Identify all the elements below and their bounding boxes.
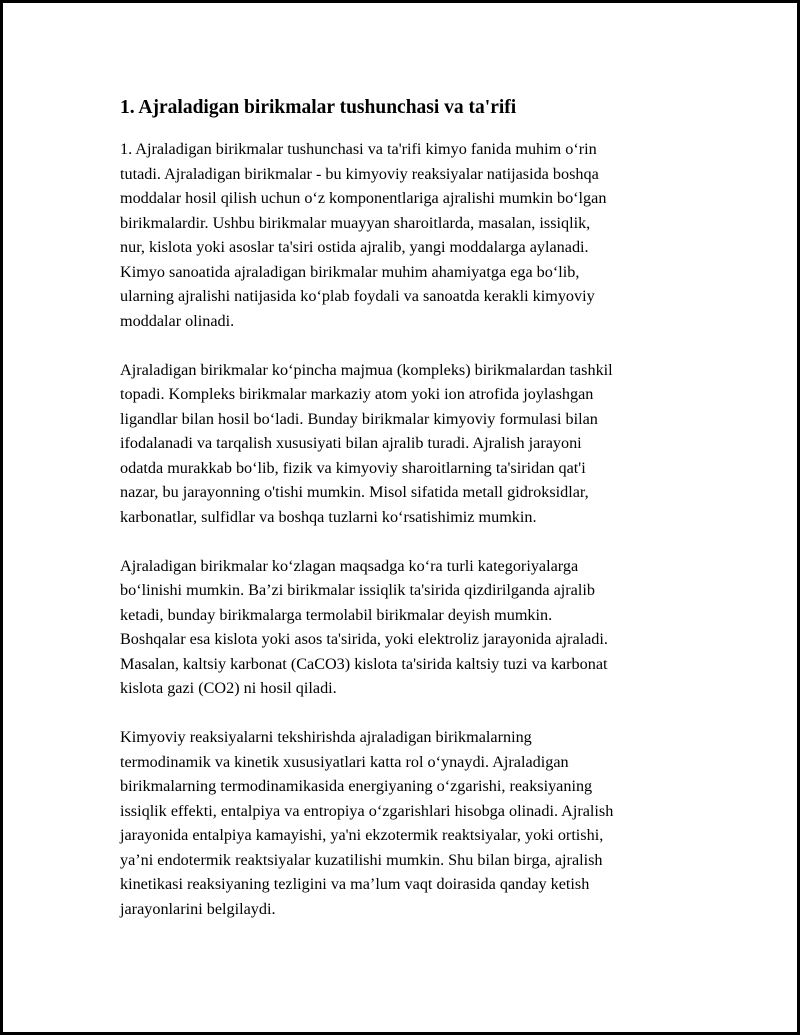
text-line: Masalan, kaltsiy karbonat (CaCO3) kislota ta'sirida kaltsiy tuzi va karbonat (120, 654, 608, 673)
text-line: Kimyo sanoatida ajraladigan birikmalar muhim ahamiyatga ega boʻlib, (120, 262, 580, 281)
document-title: 1. Ajraladigan birikmalar tushunchasi va ta'rifi (120, 97, 517, 118)
text-line: issiqlik effekti, entalpiya va entropiya oʻzgarishlari hisobga olinadi. Ajralish (120, 801, 614, 820)
text-line: birikmalardir. Ushbu birikmalar muayyan sharoitlarda, masalan, issiqlik, (120, 213, 591, 232)
text-line: jarayonida entalpiya kamayishi, ya'ni ekzotermik reaktsiyalar, yoki ortishi, (120, 826, 604, 844)
text-line: kislota gazi (CO2) ni hosil qiladi. (120, 679, 337, 697)
text-line: Ajraladigan birikmalar koʻzlagan maqsadga koʻra turli kategoriyalarga (120, 556, 579, 575)
text-line: ligandlar bilan hosil boʻladi. Bunday birikmalar kimyoviy formulasi bilan (120, 409, 598, 428)
text-line: tutadi. Ajraladigan birikmalar - bu kimyoviy reaksiyalar natijasida boshqa (120, 164, 599, 183)
text-line: birikmalarning termodinamikasida energiyaning oʻzgarishi, reaksiyaning (120, 777, 593, 795)
text-line: nazar, bu jarayonning o'tishi mumkin. Misol sifatida metall gidroksidlar, (120, 483, 589, 501)
text-line: nur, kislota yoki asoslar ta'siri ostida ajralib, yangi moddalarga aylanadi. (120, 238, 589, 256)
text-line: ifodalanadi va tarqalish xususiyati bilan ajralib turadi. Ajralish jarayoni (120, 434, 582, 452)
paragraph-3 (120, 554, 720, 701)
text-line: Ajraladigan birikmalar koʻpincha majmua (kompleks) birikmalardan tashkil (120, 360, 613, 379)
text-line: ularning ajralishi natijasida koʻplab foydali va sanoatda kerakli kimyoviy (120, 287, 595, 305)
text-line: yaʼni endotermik reaktsiyalar kuzatilishi mumkin. Shu bilan birga, ajralish (120, 850, 603, 869)
paragraph-4 (120, 725, 720, 921)
text-line: kinetikasi reaksiyaning tezligini va maʼlum vaqt doirasida qanday ketish (120, 875, 590, 893)
text-line: 1. Ajraladigan birikmalar tushunchasi va ta'rifi kimyo fanida muhim oʻrin (120, 140, 597, 158)
text-line: Kimyoviy reaksiyalarni tekshirishda ajraladigan birikmalarning (120, 728, 532, 746)
paragraph-1 (120, 137, 720, 333)
document-content (120, 95, 720, 921)
paragraph-2 (120, 358, 720, 530)
text-line: ketadi, bunday birikmalarga termolabil birikmalar deyish mumkin. (120, 605, 553, 624)
text-line: Boshqalar esa kislota yoki asos ta'sirida, yoki elektroliz jarayonida ajraladi. (120, 630, 608, 648)
text-line: jarayonlarini belgilaydi. (120, 899, 276, 918)
text-line: odatda murakkab boʻlib, fizik va kimyoviy sharoitlarning ta'siridan qat'i (120, 458, 586, 477)
text-line: topadi. Kompleks birikmalar markaziy atom yoki ion atrofida joylashgan (120, 385, 594, 403)
text-line: karbonatlar, sulfidlar va boshqa tuzlarni koʻrsatishimiz mumkin. (120, 507, 537, 526)
text-line: boʻlinishi mumkin. Baʼzi birikmalar issiqlik ta'sirida qizdirilganda ajralib (120, 581, 595, 599)
text-line: termodinamik va kinetik xususiyatlari katta rol oʻynaydi. Ajraladigan (120, 752, 569, 771)
text-line: moddalar hosil qilish uchun oʻz komponentlariga ajralishi mumkin boʻlgan (120, 189, 607, 207)
text-line: moddalar olinadi. (120, 311, 235, 330)
